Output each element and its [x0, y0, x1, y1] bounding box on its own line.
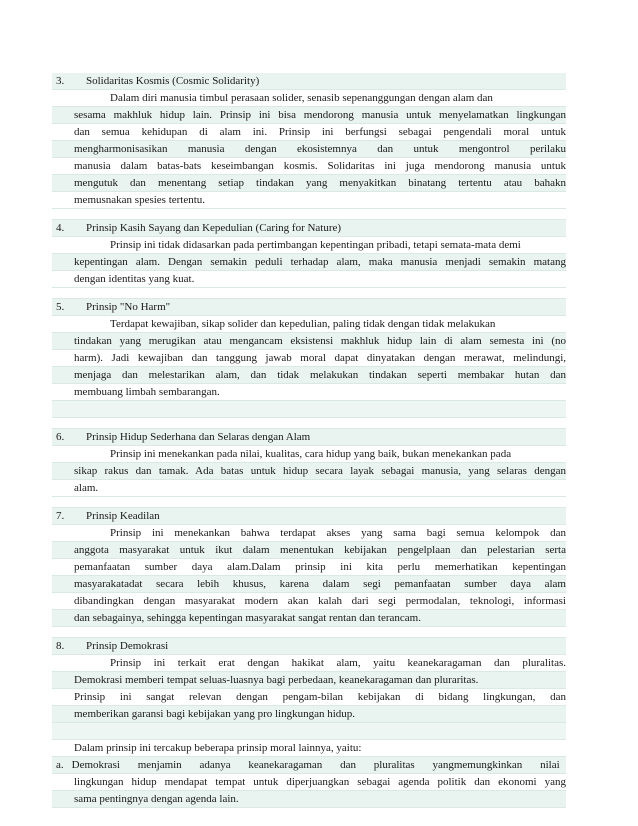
paragraph-line: sesama makhluk hidup lain. Prinsip ini bisa mendorong manusia untuk menyelamatkan lingkungan	[52, 107, 566, 124]
section-number: 6.	[56, 431, 65, 443]
section-number: 3.	[56, 75, 65, 87]
section-number: 4.	[56, 222, 65, 234]
row-spacer	[52, 627, 566, 638]
section-title: Prinsip Kasih Sayang dan Kepedulian (Caring for Nature)	[86, 222, 342, 234]
section-number: 8.	[56, 640, 65, 652]
section-heading	[52, 73, 566, 90]
row-spacer	[52, 288, 566, 299]
section-3	[52, 73, 566, 220]
section-number: 7.	[56, 510, 65, 522]
paragraph-line: menjaga dan melestarikan alam, dan tidak melakukan tindakan seperti membakar hutan dan	[52, 367, 566, 384]
paragraph-line: manusia dalam batas-bats keseimbangan kosmis. Solidaritas ini juga mendorong manusia untuk	[52, 158, 566, 175]
paragraph-line: dengan identitas yang kuat.	[52, 271, 566, 288]
list-item	[52, 757, 566, 774]
list-item-text: Demokrasi menjamin adanya keanekaragaman dan pluralitas yangmemungkinkan nilai	[71, 759, 560, 771]
paragraph-line: sikap rakus dan tamak. Ada batas untuk hidup secara layak sebagai manusia, yang selaras dengan	[52, 463, 566, 480]
section-title: Prinsip Keadilan	[86, 510, 160, 522]
row-spacer	[52, 401, 566, 418]
section-5	[52, 299, 566, 429]
paragraph-line: mengharmonisasikan manusia dengan ekosistemnya dan untuk mengontrol perilaku	[52, 141, 566, 158]
paragraph-line: alam.	[52, 480, 566, 497]
paragraph-line: memusnakan spesies tertentu.	[52, 192, 566, 209]
paragraph-line: kepentingan alam. Dengan semakin peduli terhadap alam, maka manusia menjadi semakin matang	[52, 254, 566, 271]
section-6	[52, 429, 566, 508]
paragraph-line: tindakan yang merugikan atau mengancam eksistensi makhluk hidup lain di alam semesta ini (no	[52, 333, 566, 350]
list-item-label: a.	[56, 759, 64, 771]
paragraph-line: masyarakatadat secara lebih khusus, karena dalam segi pemanfaatan sumber daya alam	[52, 576, 566, 593]
closing-block	[52, 740, 566, 808]
paragraph-line: membuang limbah sembarangan.	[52, 384, 566, 401]
paragraph-line: dibandingkan dengan masyarakat modern akan kalah dari segi permodalan, teknologi, informasi	[52, 593, 566, 610]
section-title: Prinsip Demokrasi	[86, 640, 169, 652]
paragraph-line: Demokrasi memberi tempat seluas-luasnya bagi perbedaan, keanekaragaman dan pluraritas.	[52, 672, 566, 689]
paragraph-line: dan semua kehidupan di alam ini. Prinsip ini berfungsi sebagai pengendali moral untuk	[52, 124, 566, 141]
row-spacer	[52, 723, 566, 740]
paragraph-line: sama pentingnya dengan agenda lain.	[52, 791, 566, 808]
section-4	[52, 220, 566, 299]
section-7	[52, 508, 566, 638]
paragraph-line: Prinsip ini menekankan pada nilai, kualitas, cara hidup yang baik, bukan menekankan pada	[52, 446, 566, 463]
paragraph-line: memberikan garansi bagi kebijakan yang pro lingkungan hidup.	[52, 706, 566, 723]
row-spacer	[52, 209, 566, 220]
closing-intro: Dalam prinsip ini tercakup beberapa prinsip moral lainnya, yaitu:	[52, 740, 566, 757]
section-heading	[52, 220, 566, 237]
paragraph-line: Prinsip ini sangat relevan dengan pengam-bilan kebijakan di bidang lingkungan, dan	[52, 689, 566, 706]
paragraph-line: pemanfaatan sumber daya alam.Dalam prinsip ini kita perlu memerhatikan kepentingan	[52, 559, 566, 576]
section-heading	[52, 299, 566, 316]
paragraph-line: Dalam diri manusia timbul perasaan solider, senasib sepenanggungan dengan alam dan	[52, 90, 566, 107]
section-number: 5.	[56, 301, 65, 313]
section-heading	[52, 508, 566, 525]
row-spacer	[52, 418, 566, 429]
paragraph-line: dan sebagainya, sehingga kepentingan masyarakat sangat rentan dan terancam.	[52, 610, 566, 627]
paragraph-line: anggota masyarakat untuk ikut dalam menentukan kebijakan pengelplaan dan pelestarian serta	[52, 542, 566, 559]
document-body	[52, 73, 566, 808]
section-title: Solidaritas Kosmis (Cosmic Solidarity)	[86, 75, 260, 87]
paragraph-line: Prinsip ini tidak didasarkan pada pertimbangan kepentingan pribadi, tetapi semata-mata demi	[52, 237, 566, 254]
row-spacer	[52, 497, 566, 508]
paragraph-line: Terdapat kewajiban, sikap solider dan kepedulian, paling tidak dengan tidak melakukan	[52, 316, 566, 333]
paragraph-line: mengutuk dan menentang setiap tindakan yang menyakitkan binatang tertentu atau bahakn	[52, 175, 566, 192]
paragraph-line: Prinsip ini menekankan bahwa terdapat akses yang sama bagi semua kelompok dan	[52, 525, 566, 542]
section-8	[52, 638, 566, 740]
section-heading	[52, 638, 566, 655]
section-heading	[52, 429, 566, 446]
paragraph-line: lingkungan hidup mendapat tempat untuk diperjuangkan sebagai agenda politik dan ekonomi yang	[52, 774, 566, 791]
section-title: Prinsip Hidup Sederhana dan Selaras dengan Alam	[86, 431, 311, 443]
section-title: Prinsip "No Harm"	[86, 301, 171, 313]
paragraph-line: Prinsip ini terkait erat dengan hakikat alam, yaitu keanekaragaman dan pluralitas.	[52, 655, 566, 672]
paragraph-line: harm). Jadi kewajiban dan tanggung jawab moral dapat dinyatakan dengan merawat, melindungi,	[52, 350, 566, 367]
